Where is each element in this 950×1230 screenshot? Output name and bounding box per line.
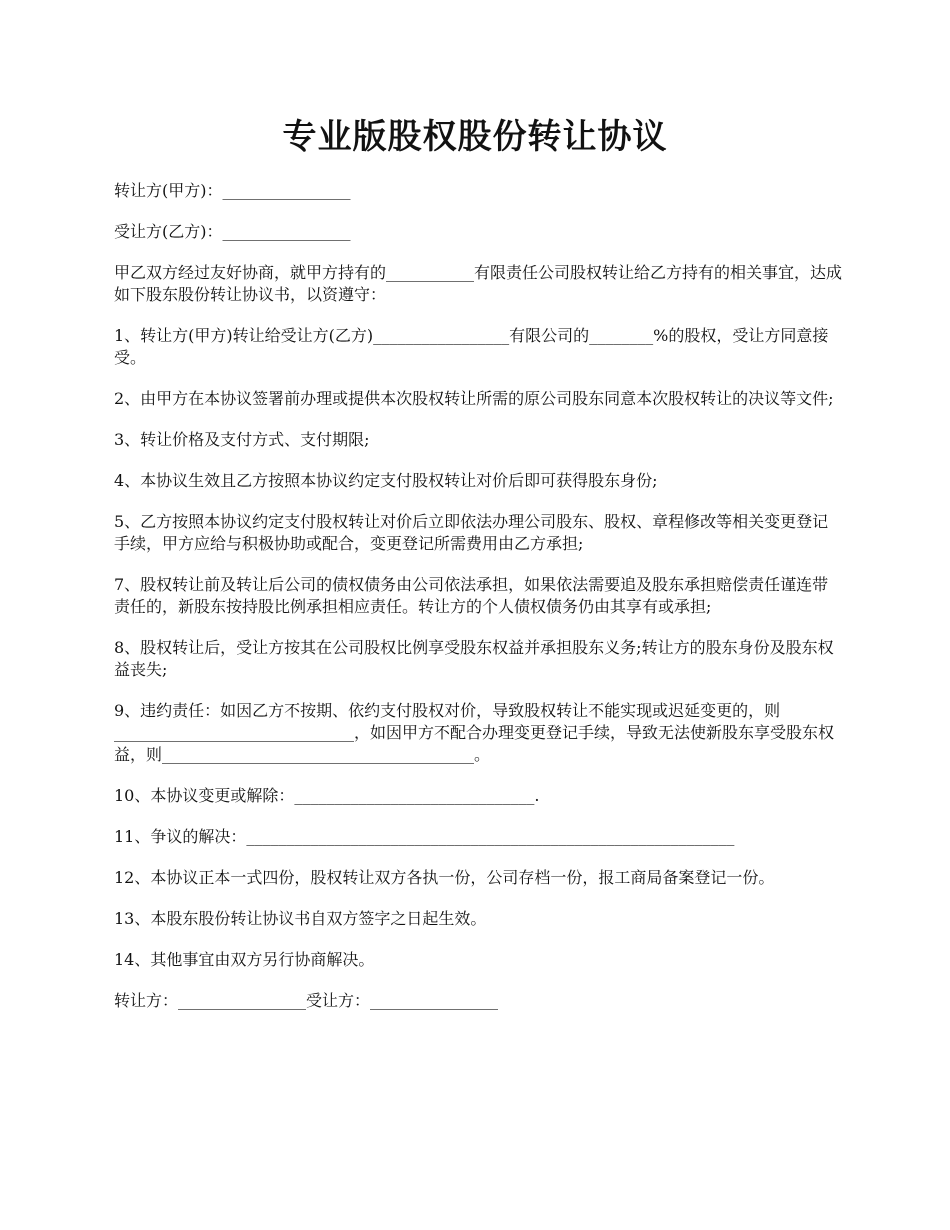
clause-14: 14、其他事宜由双方另行协商解决。: [114, 950, 375, 969]
party-b-line: 受让方(乙方)：________________: [114, 222, 351, 241]
clause-10: 10、本协议变更或解除：______________________________.: [114, 786, 540, 805]
party-a-line: 转让方(甲方)：________________: [114, 181, 351, 200]
clause-12: 12、本协议正本一式四份，股权转让双方各执一份，公司存档一份，报工商局备案登记一份。: [114, 868, 775, 887]
clause-8: 8、股权转让后，受让方按其在公司股权比例享受股东权益并承担股东义务;转让方的股东身份及股东权益丧失;: [114, 638, 834, 679]
signature-line: 转让方：________________受让方：________________: [114, 991, 499, 1010]
clause-9: 9、违约责任：如因乙方不按期、依约支付股权对价，导致股权转让不能实现或迟延变更的，则______________________________，如因甲方不配合办理变更登记手续，导致无法使新股东享受股东权益，则_______________________________________。: [114, 701, 835, 764]
preamble-paragraph: 甲乙双方经过友好协商，就甲方持有的___________有限责任公司股权转让给乙方持有的相关事宜，达成如下股东股份转让协议书，以资遵守：: [114, 263, 843, 304]
clause-2: 2、由甲方在本协议签署前办理或提供本次股权转让所需的原公司股东同意本次股权转让的决议等文件;: [114, 389, 834, 408]
clause-5: 5、乙方按照本协议约定支付股权转让对价后立即依法办理公司股东、股权、章程修改等相关变更登记手续，甲方应给与积极协助或配合，变更登记所需费用由乙方承担;: [114, 512, 829, 553]
clause-11: 11、争议的解决：_____________________________________________________________: [114, 827, 735, 846]
clause-13: 13、本股东股份转让协议书自双方签字之日起生效。: [114, 909, 487, 928]
clause-3: 3、转让价格及支付方式、支付期限;: [114, 430, 370, 449]
clause-7: 7、股权转让前及转让后公司的债权债务由公司依法承担，如果依法需要追及股东承担赔偿责任谨连带责任的，新股东按持股比例承担相应责任。转让方的个人债权债务仍由其享有或承担;: [114, 575, 829, 616]
clause-4: 4、本协议生效且乙方按照本协议约定支付股权转让对价后即可获得股东身份;: [114, 471, 658, 490]
document-title: 专业版股权股份转让协议: [282, 117, 668, 157]
document-body: [114, 180, 842, 1031]
clause-1: 1、转让方(甲方)转让给受让方(乙方)_________________有限公司的________%的股权，受让方同意接受。: [114, 326, 829, 367]
